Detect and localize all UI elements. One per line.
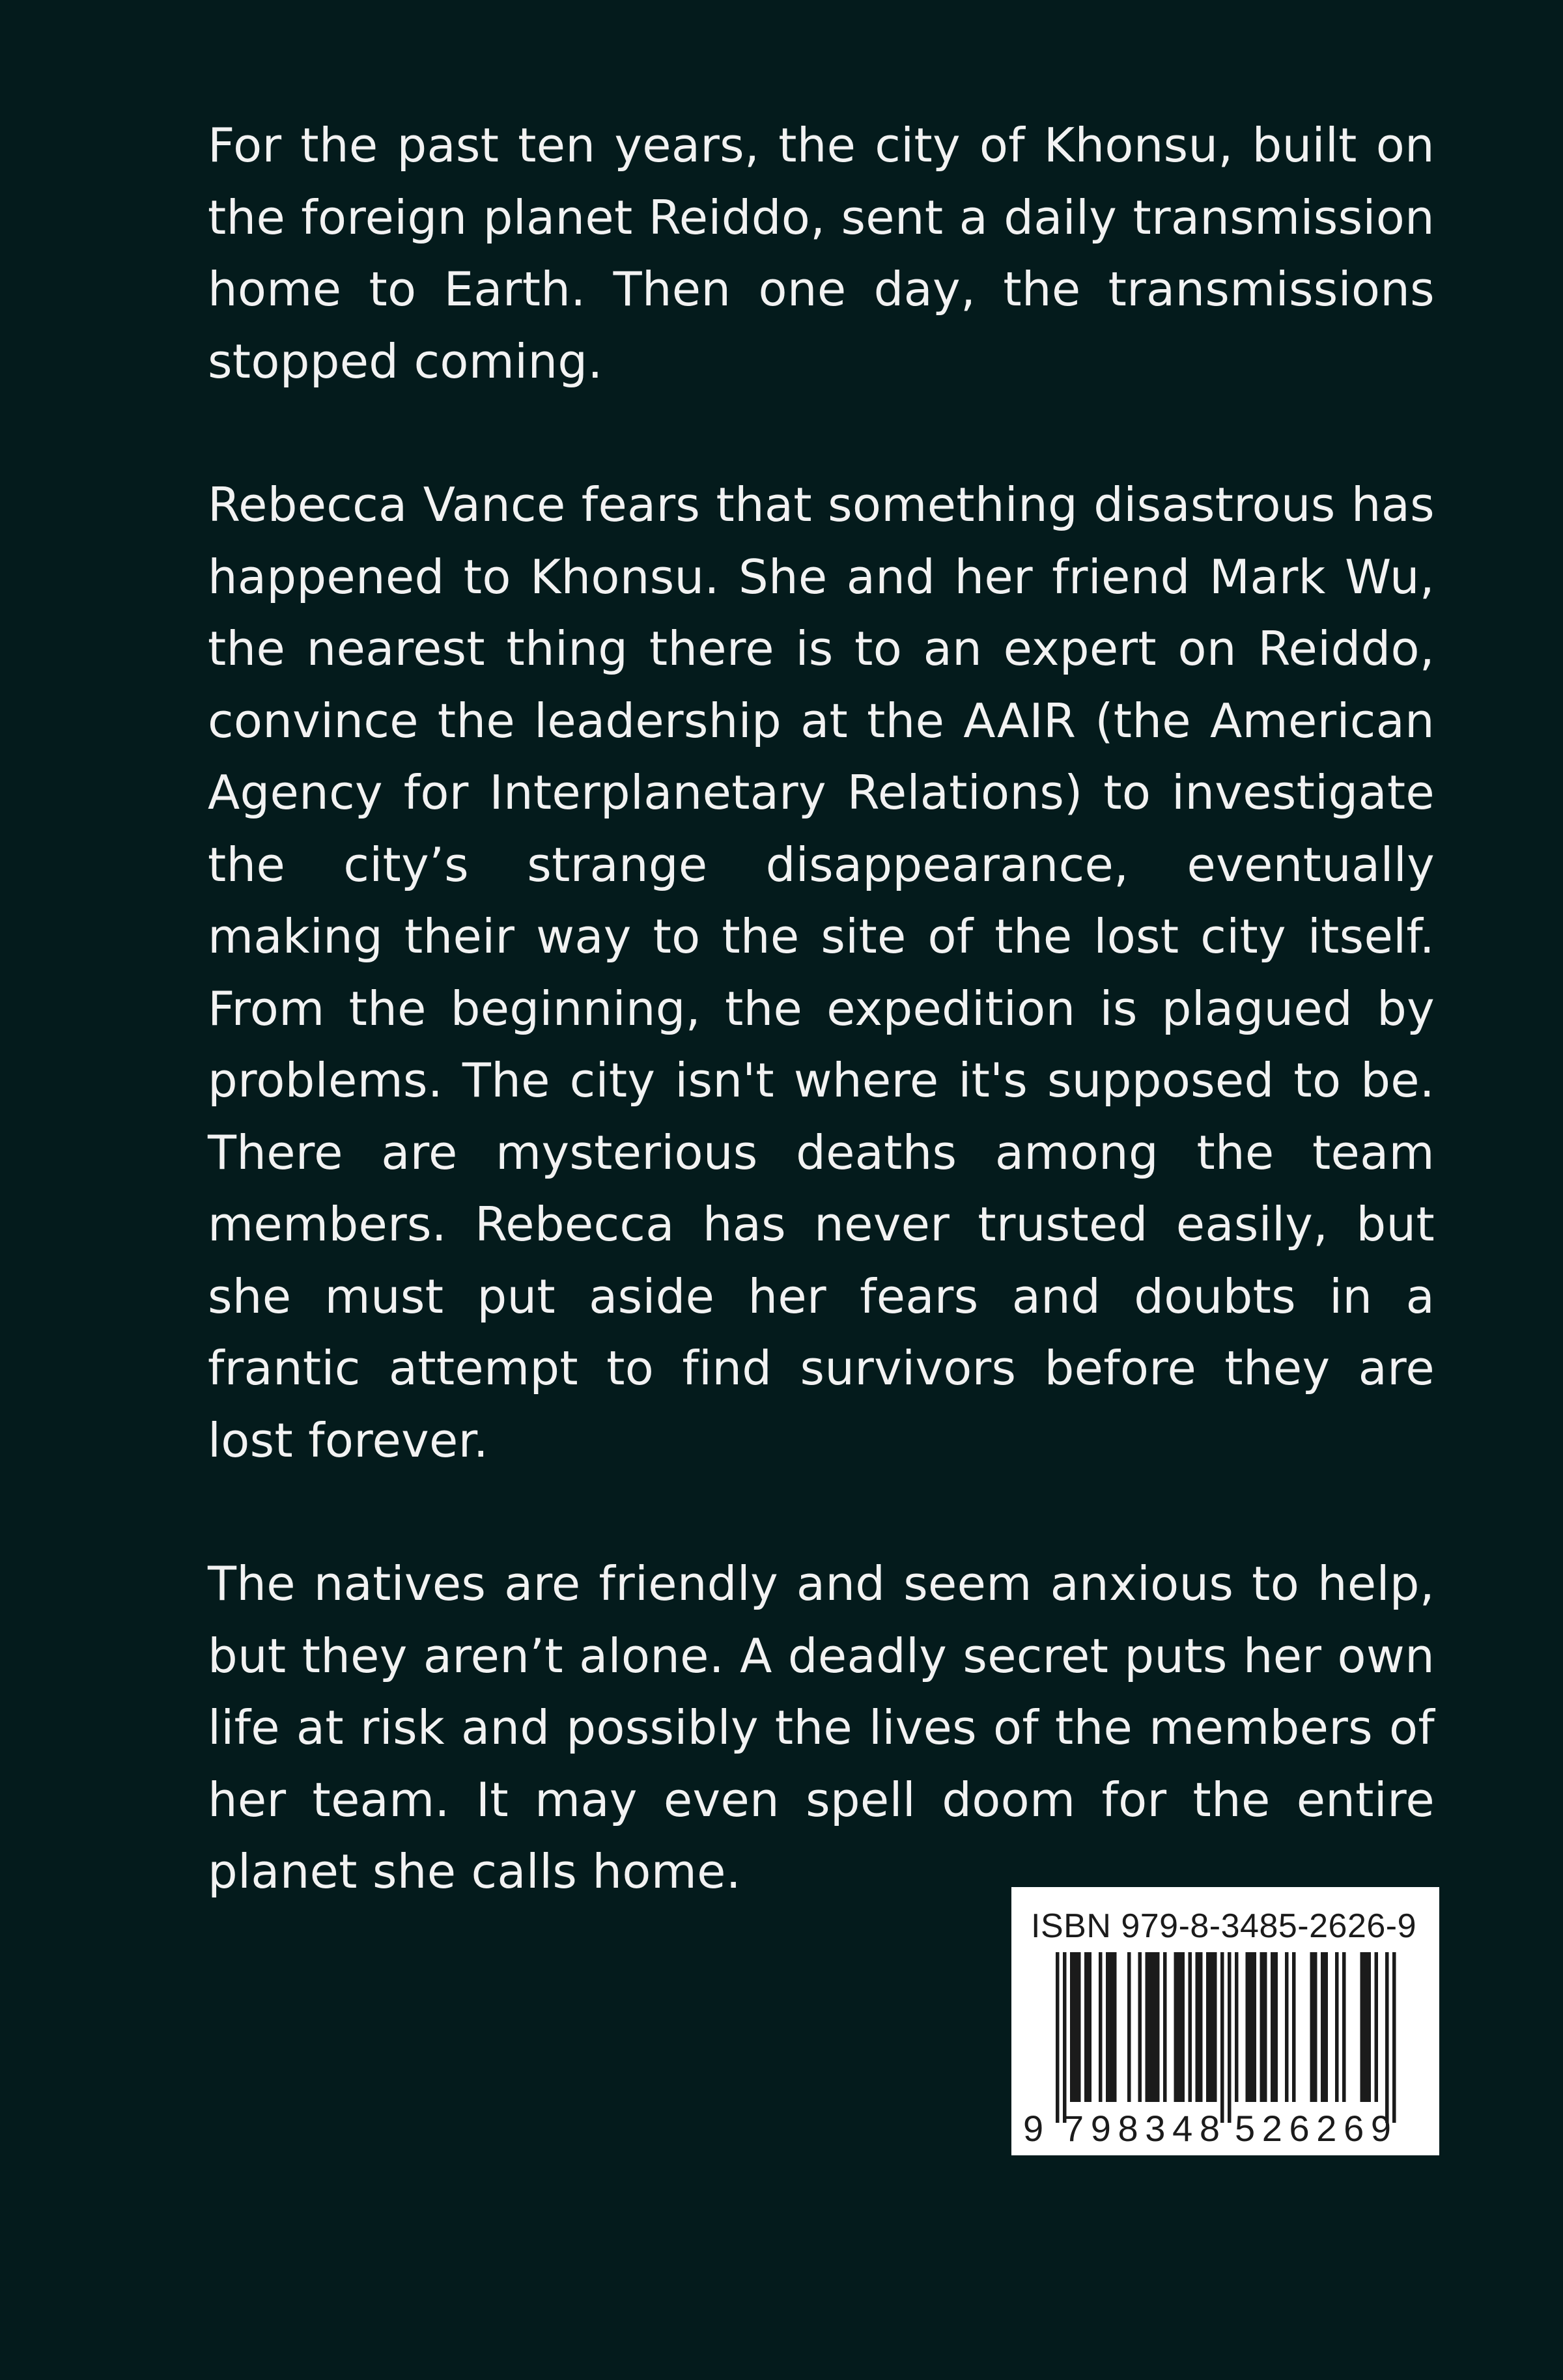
- barcode-bar: [1274, 1952, 1278, 2102]
- barcode-bar: [1153, 1952, 1157, 2102]
- blurb-paragraph-1: For the past ten years, the city of Khonsu, built on the foreign planet Reiddo, sent a daily transmission home to Earth. Then one day, the transmissions stopped coming.: [208, 118, 1435, 389]
- barcode-bar: [1253, 1952, 1257, 2102]
- barcode-bar: [1177, 1952, 1181, 2102]
- barcode-bar: [1210, 1952, 1214, 2102]
- barcode-bar: [1056, 1952, 1060, 2123]
- barcode-bar: [1314, 1952, 1317, 2102]
- barcode-bar: [1285, 1952, 1289, 2102]
- barcode-bar: [1249, 1952, 1253, 2102]
- barcode-bar: [1199, 1952, 1203, 2102]
- barcode-graphic: [1011, 1887, 1439, 2155]
- barcode-bar: [1196, 1952, 1200, 2102]
- barcode-lead-digit: 9: [1023, 2108, 1044, 2149]
- barcode-bar: [1063, 1952, 1067, 2123]
- blurb-text: [208, 109, 1435, 1908]
- barcode-bar: [1127, 1952, 1131, 2102]
- barcode-bar: [1375, 1952, 1379, 2102]
- barcode-bar: [1228, 1952, 1232, 2123]
- barcode-bar: [1220, 1952, 1224, 2123]
- barcode-bar: [1260, 1952, 1264, 2102]
- barcode-bar: [1385, 1952, 1389, 2123]
- barcode-bar: [1106, 1952, 1110, 2102]
- blurb-paragraph-3: The natives are friendly and seem anxious to help, but they aren’t alone. A deadly secret puts her own life at risk and possibly the lives of the members of her team. It may even spell doom for the entire planet she calls home.: [208, 1556, 1435, 1899]
- barcode-bar: [1335, 1952, 1339, 2102]
- barcode-bar: [1206, 1952, 1210, 2102]
- isbn-barcode-panel: [1011, 1887, 1439, 2155]
- barcode-bar: [1368, 1952, 1372, 2102]
- barcode-bar: [1138, 1952, 1142, 2102]
- barcode-bar: [1360, 1952, 1364, 2102]
- barcode-bar: [1110, 1952, 1114, 2102]
- barcode-bar: [1213, 1952, 1217, 2102]
- barcode-bar: [1084, 1952, 1088, 2102]
- barcode-bar: [1325, 1952, 1329, 2102]
- barcode-bar: [1088, 1952, 1092, 2102]
- barcode-bar: [1189, 1952, 1192, 2102]
- barcode-bar: [1099, 1952, 1103, 2102]
- isbn-label: ISBN 979-8-3485-2626-9: [1031, 1907, 1417, 1945]
- barcode-right-digits: 526269: [1235, 2108, 1391, 2149]
- barcode-bar: [1156, 1952, 1160, 2102]
- barcode-bar: [1146, 1952, 1149, 2102]
- barcode-bar: [1149, 1952, 1153, 2102]
- barcode-bar: [1235, 1952, 1239, 2102]
- barcode-bar: [1074, 1952, 1078, 2102]
- barcode-left-digits: 798348: [1063, 2108, 1220, 2149]
- barcode-bar: [1271, 1952, 1274, 2102]
- barcode-bar: [1163, 1952, 1167, 2102]
- barcode-bar: [1246, 1952, 1250, 2102]
- barcode-bar: [1263, 1952, 1267, 2102]
- barcode-bar: [1321, 1952, 1325, 2102]
- barcode-bars: [1056, 1952, 1396, 2123]
- barcode-bar: [1310, 1952, 1314, 2102]
- barcode-bar: [1181, 1952, 1185, 2102]
- barcode-bar: [1077, 1952, 1081, 2102]
- blurb-paragraph-2: Rebecca Vance fears that something disastrous has happened to Khonsu. She and her friend Mark Wu, the nearest thing there is to an expert on Reiddo, convince the leadership at the AAIR (the American Agency for Interplanetary Relations) to investigate the city’s strange disappearance, eventually making their way to the site of the lost city itself. From the beginning, the expedition is plagued by problems. The city isn't where it's supposed to be. There are mysterious deaths among the team members. Rebecca has never trusted easily, but she must put aside her fears and doubts in a frantic attempt to find survivors before they are lost forever.: [208, 477, 1435, 1468]
- barcode-bar: [1392, 1952, 1396, 2123]
- barcode-bar: [1364, 1952, 1368, 2102]
- barcode-bar: [1292, 1952, 1296, 2102]
- barcode-bar: [1342, 1952, 1346, 2102]
- barcode-bar: [1174, 1952, 1178, 2102]
- barcode-bar: [1113, 1952, 1117, 2102]
- barcode-bar: [1070, 1952, 1074, 2102]
